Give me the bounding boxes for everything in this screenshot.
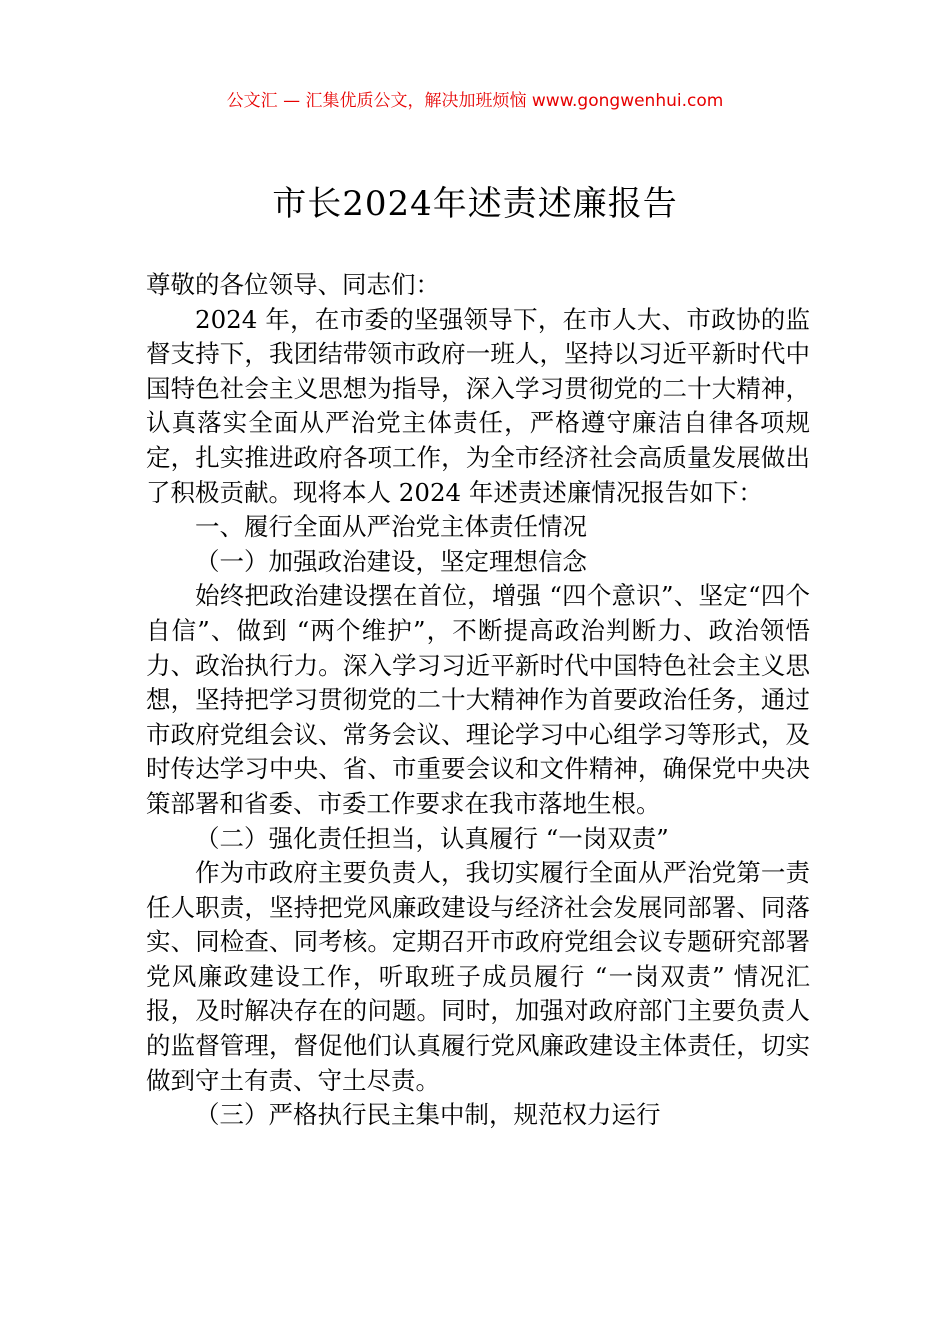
section-heading-1: 一、履行全面从严治党主体责任情况: [195, 512, 587, 542]
site-watermark-header: 公文汇 — 汇集优质公文，解决加班烦恼 www.gongwenhui.com: [226, 91, 724, 111]
salutation: 尊敬的各位领导、同志们：: [146, 270, 440, 299]
subsection-heading-2: （二）强化责任担当，认真履行 “一岗双责”: [195, 823, 669, 853]
subsection-heading-1: （一）加强政治建设，坚定理想信念: [195, 546, 587, 576]
paragraph-responsibility: 作为市政府主要负责人，我切实履行全面从严治党第一责任人职责，坚持把党风廉政建设与经济社会发展同部署、同落实、同检查、同考核。定期召开市政府党组会议专题研究部署党风廉政建设工作，听取班子成员履行 “一岗双责” 情况汇报，及时解决存在的问题。同时，加强对政府部门主要负责人的监督管理，督促他们认真履行党风廉政建设主体责任，切实做到守土有责、守土尽责。: [146, 858, 810, 1095]
document-title: 市长2024年述责述廉报告: [272, 184, 678, 224]
document-body: [146, 268, 810, 1133]
intro-paragraph: 2024 年，在市委的坚强领导下，在市人大、市政协的监督支持下，我团结带领市政府一班人，坚持以习近平新时代中国特色社会主义思想为指导，深入学习贯彻党的二十大精神，认真落实全面从严治党主体责任，严格遵守廉洁自律各项规定，扎实推进政府各项工作，为全市经济社会高质量发展做出了积极贡献。现将本人 2024 年述责述廉情况报告如下：: [146, 304, 810, 507]
paragraph-political-building: 始终把政治建设摆在首位，增强 “四个意识”、坚定“四个自信”、做到 “两个维护”，不断提高政治判断力、政治领悟力、政治执行力。深入学习习近平新时代中国特色社会主义思想，坚持把学习贯彻党的二十大精神作为首要政治任务，通过市政府党组会议、常务会议、理论学习中心组学习等形式，及时传达学习中央、省、市重要会议和文件精神，确保党中央决策部署和省委、市委工作要求在我市落地生根。: [146, 581, 810, 818]
subsection-heading-3: （三）严格执行民主集中制，规范权力运行: [195, 1100, 661, 1130]
